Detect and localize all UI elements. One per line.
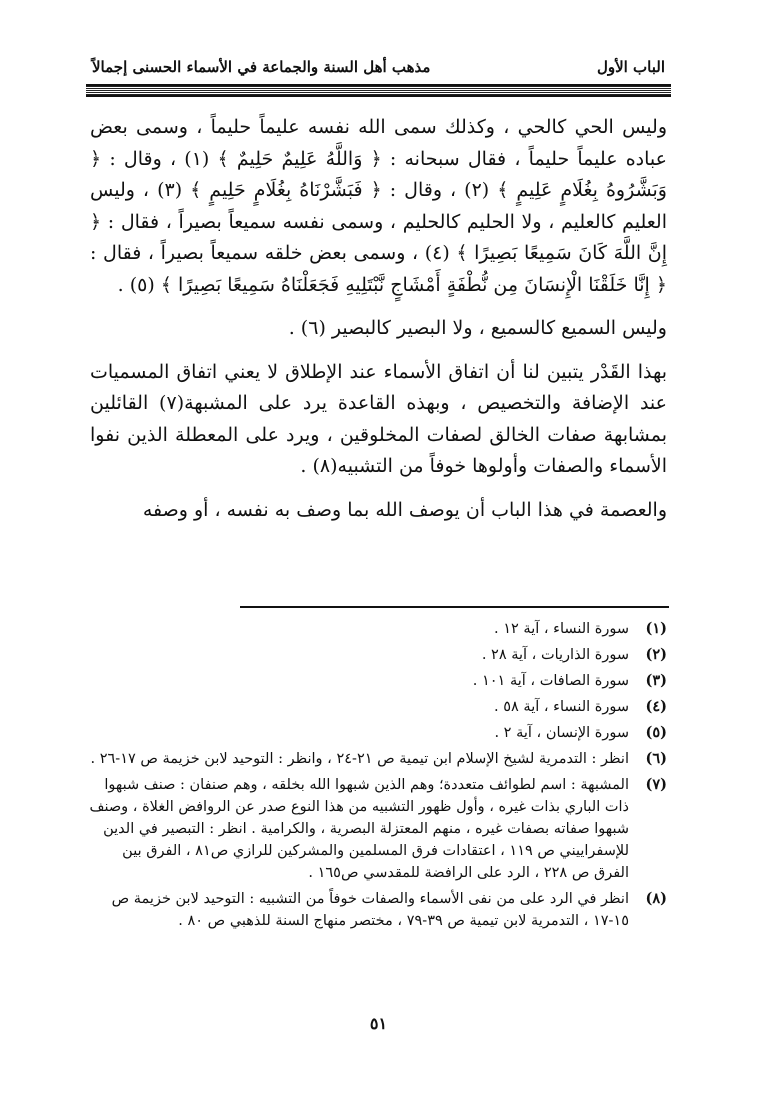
footnote-number: (٢) (645, 646, 667, 663)
footnote (88, 644, 667, 666)
footnotes (88, 618, 667, 936)
footnote (88, 888, 667, 932)
footnote-text: سورة الإنسان ، آية ٢ . (494, 725, 629, 741)
footnote-text: المشبهة : اسم لطوائف متعددة؛ وهم الذين شبهوا الله بخلقه ، وهم صنفان : صنف شبهوا ذات الباري بذات غيره ، وأول ظهور التشبيه من هذا النوع صدر عن الروافض الغلاة ، وصنف شبهوا صفاته بصفات غيره ، منهم المعتزلة البصرية ، والكرامية . انظر : التبصير في الدين للإسفراييني ص ١١٩ ، اعتقادات فرق المسلمين والمشركين للرازي ص٨١ ، الفرق بين الفرق ص ٢٢٨ ، الرد على الرافضة للمقدسي ص١٦٥ . (89, 777, 629, 881)
footnote-number: (٤) (645, 698, 667, 715)
footnote-text: سورة الذاريات ، آية ٢٨ . (481, 647, 629, 663)
footnote-text: سورة النساء ، آية ١٢ . (494, 621, 629, 637)
footnote (88, 670, 667, 692)
footnote (88, 722, 667, 744)
footnote (88, 748, 667, 770)
footnote (88, 618, 667, 640)
paragraph: بهذا القَدْر يتبين لنا أن اتفاق الأسماء عند الإطلاق لا يعني اتفاق المسميات عند الإضافة والتخصيص ، وبهذه القاعدة يرد على المشبهة(٧) القائلين بمشابهة صفات الخالق لصفات المخلوقين ، ويرد على المعطلة الذين نفوا الأسماء والصفات وأولوها خوفاً من التشبيه(٨) . (90, 360, 667, 477)
footnote-text: انظر في الرد على من نفى الأسماء والصفات خوفاً من التشبيه : التوحيد لابن خزيمة ص ١٥-١٧ ، التدمرية لابن تيمية ص ٣٩-٧٩ ، مختصر منهاج السنة للذهبي ص ٨٠ . (111, 891, 629, 929)
paragraph: وليس السميع كالسميع ، ولا البصير كالبصير (٦) . (288, 317, 667, 339)
footnote-text: انظر : التدمرية لشيخ الإسلام ابن تيمية ص ٢١-٢٤ ، وانظر : التوحيد لابن خزيمة ص ١٧-٢٦ . (90, 751, 629, 767)
footnote-number: (٦) (645, 750, 667, 767)
footnote-number: (٨) (645, 890, 667, 907)
footnote (88, 696, 667, 718)
footnote-separator (240, 606, 669, 608)
paragraph: وليس الحي كالحي ، وكذلك سمى الله نفسه عليماً حليماً ، وسمى بعض عباده عليماً حليماً ، فقال سبحانه : ﴿ وَاللَّهُ عَلِيمٌ حَلِيمٌ ﴾ (١) ، وقال : ﴿ وَبَشَّرُوهُ بِغُلَامٍ عَلِيمٍ ﴾ (٢) ، وقال : ﴿ فَبَشَّرْنَاهُ بِغُلَامٍ حَلِيمٍ ﴾ (٣) ، وليس العليم كالعليم ، ولا الحليم كالحليم ، وسمى نفسه سميعاً بصيراً ، فقال : ﴿ إِنَّ اللَّهَ كَانَ سَمِيعًا بَصِيرًا ﴾ (٤) ، وسمى بعض خلقه سميعاً بصيراً ، فقال : ﴿ إِنَّا خَلَقْنَا الْإِنسَانَ مِن نُّطْفَةٍ أَمْشَاجٍ نَّبْتَلِيهِ فَجَعَلْنَاهُ سَمِيعًا بَصِيرًا ﴾ (٥) . (90, 116, 667, 296)
chapter-title: الباب الأول (596, 58, 665, 76)
footnote-text: سورة النساء ، آية ٥٨ . (494, 699, 629, 715)
footnote-number: (٣) (645, 672, 667, 689)
main-text (90, 112, 667, 538)
header-rule (86, 84, 671, 97)
running-header (92, 58, 665, 76)
page-number: ٥١ (369, 1014, 388, 1033)
footnote-number: (٧) (645, 776, 667, 793)
section-title: مذهب أهل السنة والجماعة في الأسماء الحسنى إجمالاً (92, 58, 431, 76)
footnote (88, 774, 667, 884)
footnote-number: (١) (645, 620, 667, 637)
footnote-text: سورة الصافات ، آية ١٠١ . (472, 673, 629, 689)
paragraph: والعصمة في هذا الباب أن يوصف الله بما وصف به نفسه ، أو وصفه (142, 498, 667, 521)
footnote-number: (٥) (645, 724, 667, 741)
